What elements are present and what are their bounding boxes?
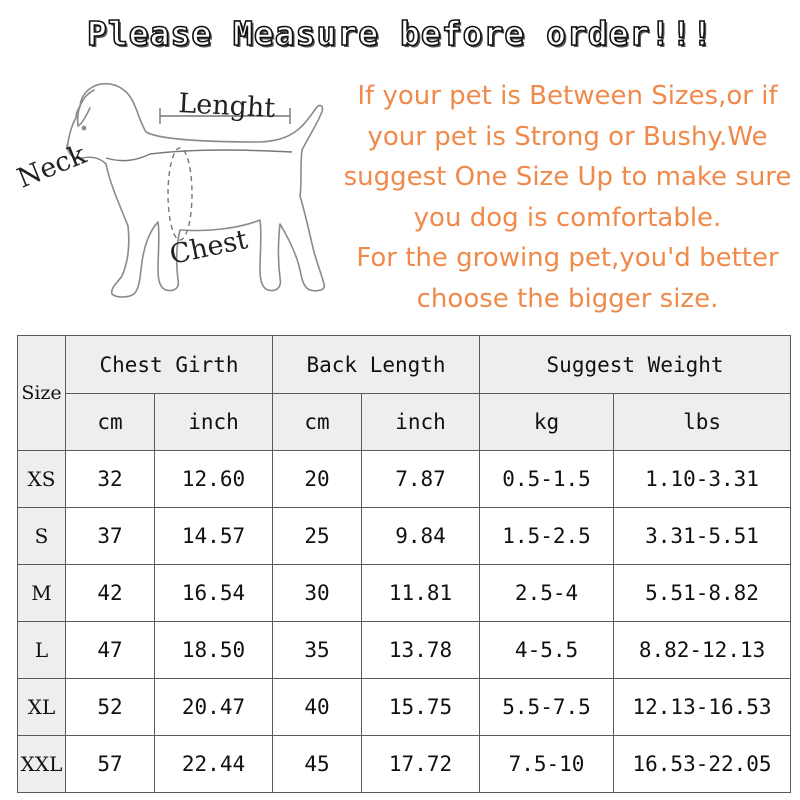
table-row [18,679,791,736]
advice-line: If your pet is Between Sizes,or if [357,81,778,111]
size-column-header: Size [18,336,66,451]
table-cell: 8.82-12.13 [614,622,791,679]
table-cell: 35 [273,622,362,679]
chest-girth-header: Chest Girth [66,336,273,394]
advice-line: For the growing pet,you'd better [356,243,779,273]
table-cell: 45 [273,736,362,793]
back-length-header: Back Length [273,336,480,394]
dog-eye [82,126,85,129]
table-row [18,736,791,793]
table-cell: 57 [66,736,155,793]
table-cell: 4-5.5 [480,622,614,679]
unit-header: inch [155,394,273,451]
table-cell: 12.60 [155,451,273,508]
advice-line: suggest One Size Up to make sure [343,162,792,192]
table-cell: 20.47 [155,679,273,736]
measure-headline: Please Measure before order!!! [86,14,714,53]
table-cell: 1.10-3.31 [614,451,791,508]
table-row [18,565,791,622]
size-cell: XXL [18,736,66,793]
table-cell: 22.44 [155,736,273,793]
table-cell: 30 [273,565,362,622]
table-row [18,508,791,565]
unit-header: cm [66,394,155,451]
table-row [18,451,791,508]
size-chart-table [17,335,791,793]
dog-outline-illustration [10,66,340,316]
length-measure-line [150,150,292,154]
table-cell: 12.13-16.53 [614,679,791,736]
table-cell: 17.72 [362,736,480,793]
table-cell: 25 [273,508,362,565]
dog-measurement-diagram [10,66,340,316]
table-cell: 14.57 [155,508,273,565]
sizing-advice [340,76,795,319]
neck-measure-line [106,154,150,161]
advice-line: your pet is Strong or Bushy.We [367,121,768,152]
table-cell: 11.81 [362,565,480,622]
table-cell: 47 [66,622,155,679]
size-cell: S [18,508,66,565]
size-cell: M [18,565,66,622]
table-row [18,622,791,679]
table-cell: 5.5-7.5 [480,679,614,736]
length-label: Lenght [177,88,276,125]
size-cell: L [18,622,66,679]
unit-header: inch [362,394,480,451]
table-cell: 32 [66,451,155,508]
table-cell: 20 [273,451,362,508]
table-cell: 2.5-4 [480,565,614,622]
table-cell: 7.87 [362,451,480,508]
advice-line: you dog is comfortable. [413,202,722,233]
unit-header: cm [273,394,362,451]
table-cell: 40 [273,679,362,736]
table-cell: 3.31-5.51 [614,508,791,565]
unit-header: lbs [614,394,791,451]
table-cell: 5.51-8.82 [614,565,791,622]
table-cell: 52 [66,679,155,736]
table-cell: 9.84 [362,508,480,565]
table-cell: 7.5-10 [480,736,614,793]
chest-measure-loop [168,148,192,240]
table-cell: 1.5-2.5 [480,508,614,565]
chest-label: Chest [167,224,251,271]
size-cell: XS [18,451,66,508]
neck-label: Neck [13,139,91,195]
size-cell: XL [18,679,66,736]
suggest-weight-header: Suggest Weight [480,336,791,394]
advice-line: choose the bigger size. [416,283,719,314]
unit-header: kg [480,394,614,451]
table-cell: 15.75 [362,679,480,736]
table-cell: 16.53-22.05 [614,736,791,793]
dog-ear-outline [78,90,94,126]
table-cell: 18.50 [155,622,273,679]
table-cell: 13.78 [362,622,480,679]
table-cell: 42 [66,565,155,622]
table-cell: 16.54 [155,565,273,622]
table-cell: 0.5-1.5 [480,451,614,508]
table-cell: 37 [66,508,155,565]
